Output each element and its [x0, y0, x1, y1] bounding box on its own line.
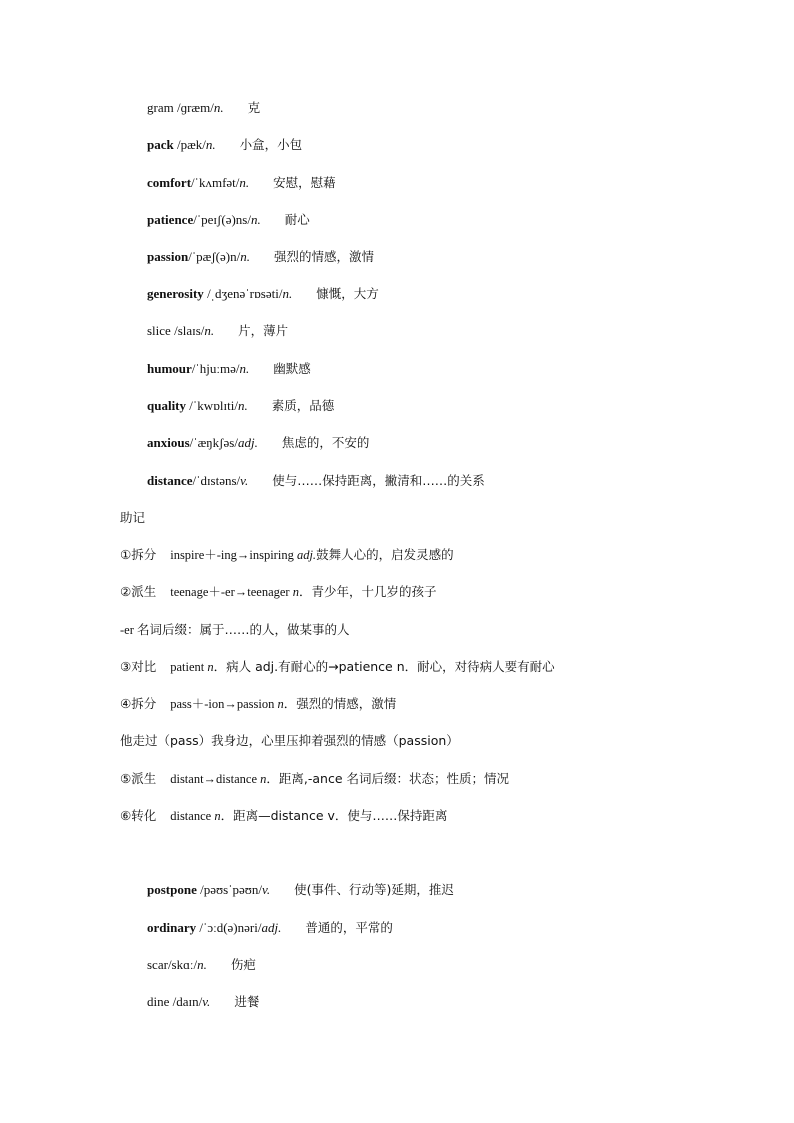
vocab-pos: n. [204, 323, 215, 338]
memory-explanation: ．强烈的情感，激情 [283, 696, 397, 711]
vocab-entry-dine [147, 993, 259, 1011]
vocab-phonetic: /ˈhjuːmə/ [191, 361, 240, 376]
memory-tag: ④拆分 [120, 696, 157, 711]
vocab-pos: n. [237, 398, 248, 413]
memory-item [120, 770, 509, 788]
vocab-word: distance [147, 473, 193, 488]
vocab-phonetic: /daɪn/ [169, 994, 203, 1009]
vocab-entry-passion [147, 248, 374, 266]
vocab-meaning: 耐心 [284, 212, 310, 227]
vocab-pos: adj. [237, 435, 258, 450]
memory-item: 他走过（pass）我身边，心里压抑着强烈的情感（passion） [120, 733, 459, 748]
vocab-word: generosity [147, 286, 204, 301]
memory-formula: patient [170, 660, 208, 674]
vocab-meaning: 幽默感 [273, 361, 311, 376]
memory-pos: n [207, 660, 214, 674]
vocab-meaning: 强烈的情感，激情 [273, 249, 374, 264]
vocab-entry-gram [147, 99, 260, 117]
vocab-meaning: 伤疤 [230, 957, 256, 972]
vocab-word: pack [147, 137, 174, 152]
memory-item [120, 807, 447, 825]
vocab-meaning: 进餐 [234, 994, 260, 1009]
memory-formula: distance [170, 809, 215, 823]
memory-pos: n [214, 809, 221, 823]
vocab-word: scar [147, 957, 168, 972]
memory-explanation: 名词后缀：属于……的人，做某事的人 [137, 622, 350, 637]
vocab-meaning: 使与……保持距离，撇清和……的关系 [272, 473, 485, 488]
vocab-pos: n. [213, 100, 224, 115]
memory-tag: ⑤派生 [120, 771, 157, 786]
vocab-meaning: 片，薄片 [238, 323, 289, 338]
vocab-pos: adj. [261, 920, 282, 935]
vocab-pos: n. [205, 137, 216, 152]
vocab-meaning: 克 [247, 100, 261, 115]
vocab-word: comfort [147, 175, 192, 190]
vocab-phonetic: /ˈpæʃ(ə)n/ [188, 249, 241, 264]
vocab-entry-ordinary [147, 919, 393, 937]
vocab-pos: n. [240, 249, 250, 264]
vocab-word: gram [147, 100, 174, 115]
vocab-word: dine [147, 994, 170, 1009]
vocab-meaning: 使(事件、行动等)延期，推迟 [294, 882, 454, 897]
vocab-phonetic: /ˈkwɒlɪti/ [186, 398, 238, 413]
vocab-meaning: 焦虑的，不安的 [281, 435, 370, 450]
vocab-word: slice [147, 323, 171, 338]
vocab-pos: n. [239, 361, 250, 376]
vocab-entry-patience [147, 211, 310, 229]
memory-explanation: ．距离—distance v．使与……保持距离 [220, 808, 448, 823]
memory-tag: ⑥转化 [120, 808, 157, 823]
vocab-meaning: 普通的，平常的 [305, 920, 393, 935]
memory-explanation: 鼓舞人心的，启发灵感的 [316, 547, 454, 562]
memory-explanation: ．距离,-ance 名词后缀：状态；性质；情况 [266, 771, 509, 786]
vocab-entry-quality [147, 397, 334, 415]
memory-formula: teenage＋-er→teenager [170, 585, 293, 599]
memory-pos: n [292, 585, 299, 599]
memory-item [120, 695, 396, 713]
vocab-meaning: 小盒，小包 [239, 137, 303, 152]
vocab-phonetic: /ˈkʌmfət/ [191, 175, 240, 190]
vocab-phonetic: /ˈdɪstəns/ [192, 473, 241, 488]
vocab-entry-comfort [147, 174, 336, 192]
vocab-entry-slice [147, 322, 288, 340]
vocab-word: ordinary [147, 920, 197, 935]
memory-formula: pass＋-ion→passion [170, 697, 278, 711]
memory-item [120, 621, 350, 639]
vocab-pos: v. [202, 994, 211, 1009]
memory-pos: adj. [296, 548, 317, 562]
memory-tag: ③对比 [120, 659, 157, 674]
vocab-word: passion [147, 249, 189, 264]
memory-explanation: ．青少年，十几岁的孩子 [298, 584, 437, 599]
memory-explanation: ．病人 adj.有耐心的→patience n．耐心，对待病人要有耐心 [213, 659, 555, 674]
vocab-entry-distance [147, 472, 485, 490]
vocab-pos: v. [240, 473, 249, 488]
vocab-pos: n. [282, 286, 293, 301]
vocab-phonetic: /ˈɔːd(ə)nəri/ [196, 920, 262, 935]
vocab-entry-humour [147, 360, 311, 378]
vocab-pos: n. [197, 957, 207, 972]
vocab-meaning: 慷慨，大方 [316, 286, 379, 301]
memory-pos: n [260, 772, 267, 786]
vocab-word: quality [147, 398, 187, 413]
vocab-word: humour [147, 361, 192, 376]
vocab-phonetic: /ˌdʒenəˈrɒsəti/ [203, 286, 283, 301]
vocab-phonetic: /ˈpeɪʃ(ə)ns/ [193, 212, 251, 227]
vocab-phonetic: /ˈæŋkʃəs/ [189, 435, 238, 450]
vocab-entry-postpone [147, 881, 454, 899]
vocab-entry-scar [147, 956, 256, 974]
vocab-meaning: 安慰，慰藉 [273, 175, 336, 190]
vocab-phonetic: /slaɪs/ [170, 323, 205, 338]
memory-item [120, 583, 436, 601]
vocab-pos: n. [239, 175, 250, 190]
memory-item [120, 658, 555, 676]
vocab-entry-generosity [147, 285, 379, 303]
vocab-word: postpone [147, 882, 197, 897]
vocab-pos: v. [262, 882, 271, 897]
memory-tag: ①拆分 [120, 547, 157, 562]
memory-formula: -er [120, 623, 137, 637]
memory-formula: inspire＋-ing→inspiring [170, 548, 297, 562]
vocab-word: anxious [147, 435, 190, 450]
vocab-phonetic: /pæk/ [173, 137, 206, 152]
vocab-pos: n. [250, 212, 261, 227]
vocab-word: patience [147, 212, 194, 227]
vocab-phonetic: /pəʊsˈpəʊn/ [196, 882, 263, 897]
vocab-entry-anxious [147, 434, 369, 452]
memory-formula: distant→distance [170, 772, 261, 786]
memory-tag: ②派生 [120, 584, 157, 599]
memory-item [120, 546, 454, 564]
vocab-meaning: 素质，品德 [271, 398, 335, 413]
vocab-phonetic: /ɡræm/ [173, 100, 214, 115]
vocab-phonetic: /skɑː/ [167, 957, 198, 972]
memory-heading: 助记 [120, 510, 146, 525]
vocab-entry-pack [147, 136, 302, 154]
memory-pos: n [277, 697, 284, 711]
